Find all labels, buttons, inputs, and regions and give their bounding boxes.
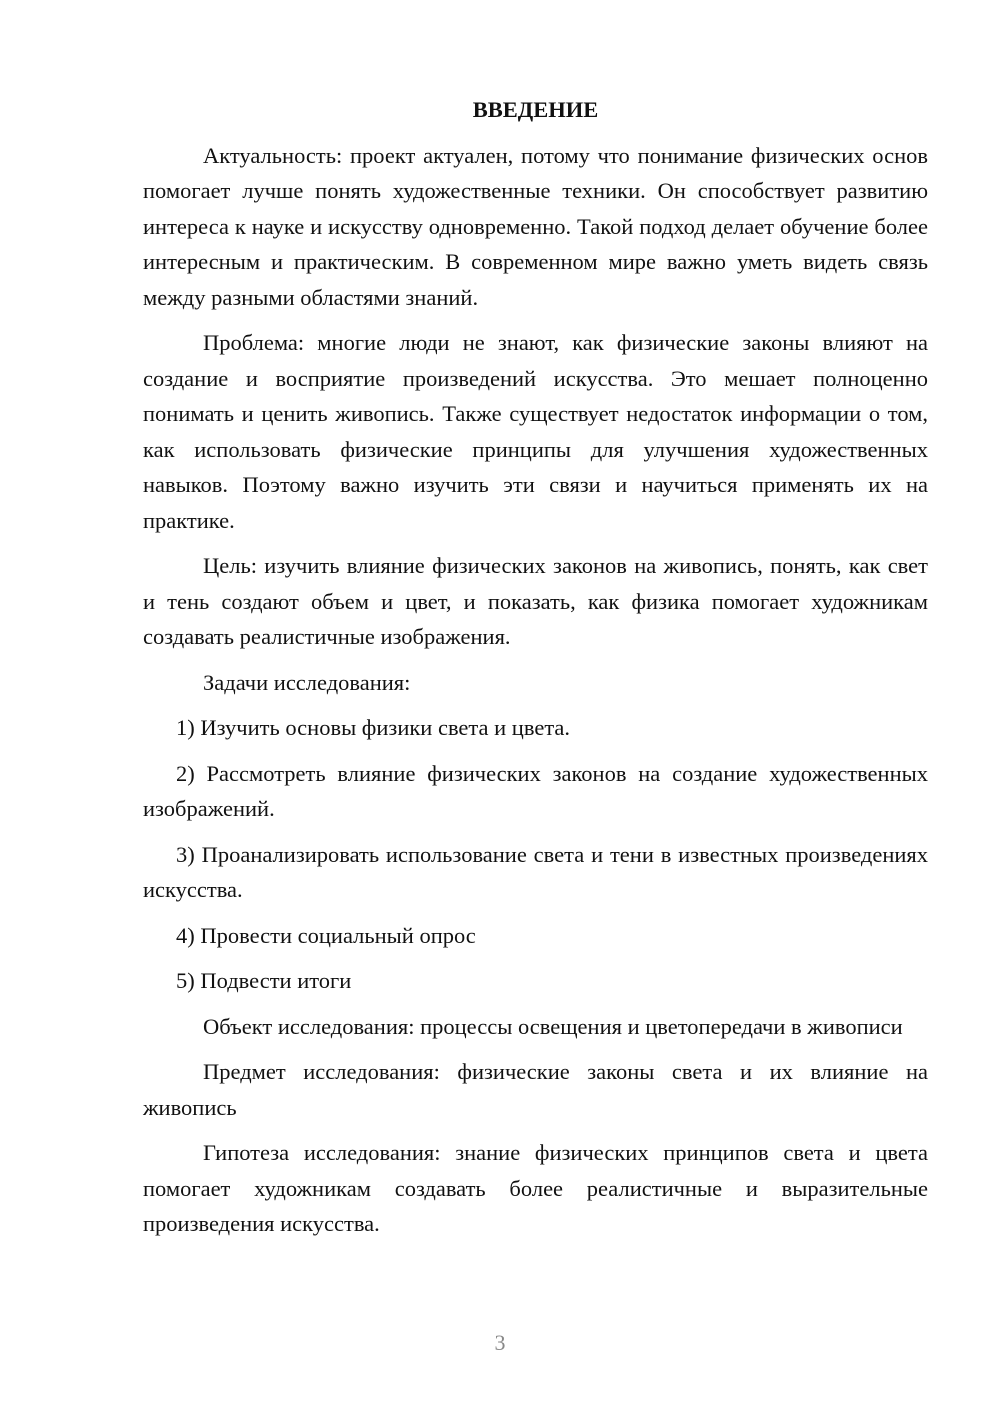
tasks-heading: Задачи исследования: [203,669,411,695]
task-item-1: 1) Изучить основы физики света и цвета. [176,715,571,740]
page-title: ВВЕДЕНИЕ [472,97,599,122]
page-body [143,92,928,1252]
subject-paragraph: Предмет исследования: физические законы света и их влияние на живопись [143,1059,928,1120]
task-item-3: 3) Проанализировать использование света и тени в известных произведениях искусства. [143,841,928,902]
relevance-paragraph: Актуальность: проект актуален, потому что понимание физических основ помогает лучше понять художественные техники. Он способствует развитию интереса к науке и искусству одновременно. Такой подход делает обучение более интересным и практическим. В современном мире важно уметь видеть связь между разными областями знаний. [143,142,928,310]
task-item-2: 2) Рассмотреть влияние физических законов на создание художественных изображений. [143,760,928,821]
problem-paragraph: Проблема: многие люди не знают, как физические законы влияют на создание и восприятие произведений искусства. Это мешает полноценно понимать и ценить живопись. Также существует недостаток информации о том, как использовать физические принципы для улучшения художественных навыков. Поэтому важно изучить эти связи и научиться применять их на практике. [143,330,928,533]
page-number: 3 [494,1330,506,1355]
task-item-4: 4) Провести социальный опрос [176,922,476,948]
object-paragraph: Объект исследования: процессы освещения и цветопередачи в живописи [203,1013,903,1039]
goal-paragraph: Цель: изучить влияние физических законов на живопись, понять, как свет и тень создают объем и цвет, и показать, как физика помогает художникам создавать реалистичные изображения. [143,553,928,649]
task-item-5: 5) Подвести итоги [176,968,352,993]
hypothesis-paragraph: Гипотеза исследования: знание физических принципов света и цвета помогает художникам создавать более реалистичные и выразительные произведения искусства. [143,1140,928,1236]
